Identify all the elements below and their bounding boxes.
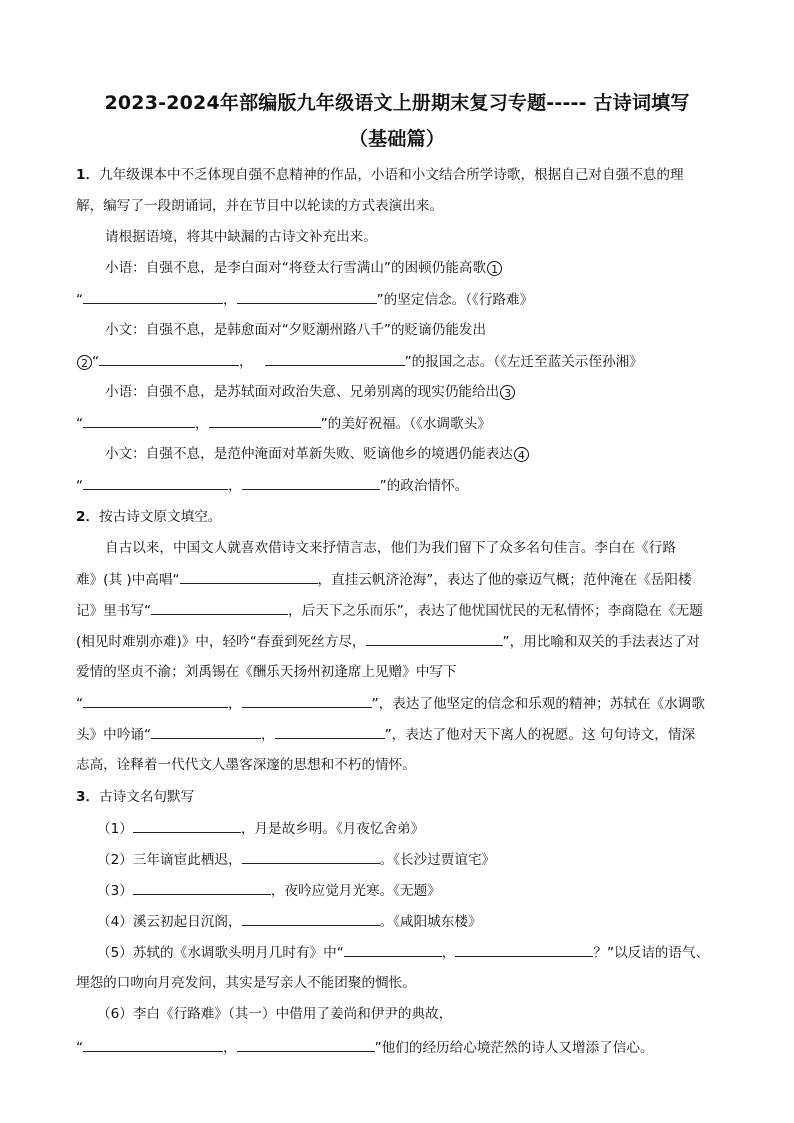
circled-number-4: 4 [514, 447, 529, 462]
q3-item3 [97, 880, 441, 901]
fill-blank[interactable] [344, 942, 442, 957]
q3-head: 古诗文名句默写 [99, 789, 195, 805]
fill-blank[interactable] [237, 1037, 375, 1052]
q3-item3-end: ，夜吟应觉月光寒。《无题》 [270, 883, 441, 899]
item-label: （1） [97, 821, 133, 837]
fill-blank[interactable] [242, 911, 380, 926]
q1-part2-text: 小文：自强不息，是韩愈面对“夕贬潮州路八千”的贬谪仍能发出 [105, 322, 487, 338]
q1-part4-blanks [76, 475, 468, 496]
q2-line2-b: ，直挂云帆济沧海”，表达了他的豪迈气概；范仲淹在《岳阳楼 [317, 572, 692, 588]
q2-line6 [76, 693, 705, 714]
fill-blank[interactable] [151, 724, 261, 739]
q1-part2-blanks [76, 351, 643, 372]
circled-number-3: 3 [500, 385, 515, 400]
q3-item1 [97, 818, 424, 839]
open-quote: “ [76, 416, 84, 432]
q1-part1-tail: ”的坚定信念。（《行路难》 [376, 292, 534, 308]
item-label: （3） [97, 883, 133, 899]
document-subtitle: （基础篇） [348, 128, 445, 150]
document-title: 2023-2024年部编版九年级语文上册期末复习专题----- 古诗词填写 [104, 92, 690, 114]
q1-part3-prompt: 小语：自强不息，是苏轼面对政治失意、兄弟别离的现实仍能给出 [105, 384, 500, 400]
comma: ， [228, 696, 242, 712]
q3-item4-a: 溪云初起日沉阁， [132, 914, 242, 930]
item-label: （4） [97, 914, 133, 930]
item-label: （5） [97, 945, 133, 961]
fill-blank[interactable] [133, 880, 271, 895]
q1-stem-a: 九年级课本中不乏体现自强不息精神的作品，小语和小文结合所学诗歌，根据自己对自强不息的理 [99, 167, 684, 183]
q3-item2 [97, 849, 495, 870]
q1-part3-blanks [76, 413, 491, 434]
q1-instruction: 请根据语境，将其中缺漏的古诗文补充出来。 [105, 229, 377, 245]
comma: ， [441, 945, 456, 961]
q3-item6 [97, 1004, 452, 1024]
q1-part4-tail: ”的政治情怀。 [379, 478, 469, 494]
q2-line5: 爱情的坚贞不渝；刘禹锡在《酬乐天扬州初逢席上见赠》中写下 [76, 664, 457, 680]
fill-blank[interactable] [99, 351, 239, 366]
circled-number-2: 2 [77, 355, 92, 370]
q3-item5-end: ？”以反诘的语气、 [593, 945, 710, 961]
q2-line2-a: 难》(其 )中高唱“ [76, 572, 180, 588]
q2-line4-b: ”，用比喻和双关的手法表达了对 [502, 634, 700, 650]
q1-part4-text [105, 444, 529, 464]
q1-part1-text [105, 258, 502, 278]
q3-item5-cont: 埋怨的口吻向月亮发问，其实是写亲人不能团聚的惆怅。 [76, 975, 416, 991]
q3-item4-end: 。《咸阳城东楼》 [379, 914, 482, 930]
q3-item5-a: 苏轼的《水调歌头明月几时有》中“ [132, 945, 344, 961]
fill-blank[interactable] [83, 289, 223, 304]
q2-line2 [76, 569, 692, 590]
q1-part1-blanks [76, 289, 533, 310]
q1-number: 1． [76, 167, 100, 183]
q3-item2-a: 三年谪宦此栖迟， [132, 852, 242, 868]
q1-part1-prompt: 小语：自强不息，是李白面对“将登太行雪满山”的困顿仍能高歌 [105, 260, 487, 276]
q3-item6-blanks [76, 1037, 654, 1058]
fill-blank[interactable] [83, 1037, 223, 1052]
open-quote: “ [76, 292, 84, 308]
fill-blank[interactable] [242, 849, 380, 864]
comma: ， [223, 292, 237, 308]
q2-line3 [76, 600, 703, 621]
comma: ， [228, 478, 242, 494]
q3-number: 3． [76, 789, 100, 805]
comma: ， [261, 727, 275, 743]
q3-item6-end: ”他们的经历给心境茫然的诗人又增添了信心。 [374, 1040, 654, 1056]
comma: ， [239, 354, 253, 370]
q1-stem-line2: 解，编写了一段朗诵词，并在节目中以轮读的方式表演出来。 [76, 198, 444, 214]
q3-item4 [97, 911, 482, 932]
fill-blank[interactable] [151, 600, 288, 615]
comma: ， [223, 1040, 237, 1056]
q2-line4 [76, 631, 700, 652]
fill-blank[interactable] [209, 413, 321, 428]
q2-number: 2． [76, 509, 100, 525]
item-label: （6） [97, 1006, 133, 1022]
fill-blank[interactable] [83, 413, 195, 428]
q1-stem-line1 [76, 165, 684, 185]
fill-blank[interactable] [180, 569, 318, 584]
comma: ， [195, 416, 209, 432]
fill-blank[interactable] [237, 289, 377, 304]
q2-line3-b: ，后天下之乐而乐”，表达了他忧国忧民的无私情怀；李商隐在《无题 [288, 603, 703, 619]
q3-item2-end: 。《长沙过贾谊宅》 [379, 852, 496, 868]
fill-blank[interactable] [275, 724, 385, 739]
q1-part3-tail: ”的美好祝福。（《水调歌头》 [320, 416, 491, 432]
q2-line1: 自古以来，中国文人就喜欢借诗文来抒情言志，他们为我们留下了众多名句佳言。李白在《行路 [105, 540, 676, 556]
item-label: （2） [97, 852, 133, 868]
q2-heading [76, 507, 221, 527]
circled-number-1: 1 [487, 261, 502, 276]
open-quote: “ [76, 696, 84, 712]
q3-item5 [97, 942, 709, 963]
fill-blank[interactable] [83, 475, 228, 490]
q2-head: 按古诗文原文填空。 [99, 509, 222, 525]
open-quote: “ [76, 478, 84, 494]
q3-item6-a: 李白《行路难》（其一）中借用了姜尚和伊尹的典故， [132, 1006, 453, 1022]
fill-blank[interactable] [83, 693, 228, 708]
q2-line6-end: ”，表达了他坚定的信念和乐观的精神；苏轼在《水调歌 [371, 696, 705, 712]
fill-blank[interactable] [455, 942, 593, 957]
q1-part2-tail: ”的报国之志。（《左迁至蓝关示侄孙湘》 [404, 354, 643, 370]
fill-blank[interactable] [242, 475, 380, 490]
q2-line7 [76, 724, 695, 745]
q3-item1-end: ，月是故乡明。《月夜忆舍弟》 [240, 821, 425, 837]
fill-blank[interactable] [366, 631, 503, 646]
q2-line3-a: 记》里书写“ [76, 603, 152, 619]
q3-heading [76, 787, 194, 807]
q1-part4-prompt: 小文：自强不息，是范仲淹面对革新失败、贬谪他乡的境遇仍能表达 [105, 446, 513, 462]
open-quote: “ [76, 1040, 84, 1056]
fill-blank[interactable] [242, 693, 372, 708]
fill-blank[interactable] [265, 351, 405, 366]
q1-part3-text [105, 382, 515, 402]
q2-line7-end: ”，表达了他对天下离人的祝愿。这 句句诗文，情深 [384, 727, 696, 743]
q2-line4-a: (相见时难别亦难)》中，轻吟“春蚕到死丝方尽， [76, 634, 366, 650]
open-quote: “ [92, 354, 100, 370]
q2-line7-a: 头》中吟诵“ [76, 727, 152, 743]
fill-blank[interactable] [133, 818, 241, 833]
q2-line8: 志高，诠释着一代代文人墨客深邃的思想和不朽的情怀。 [76, 757, 416, 773]
